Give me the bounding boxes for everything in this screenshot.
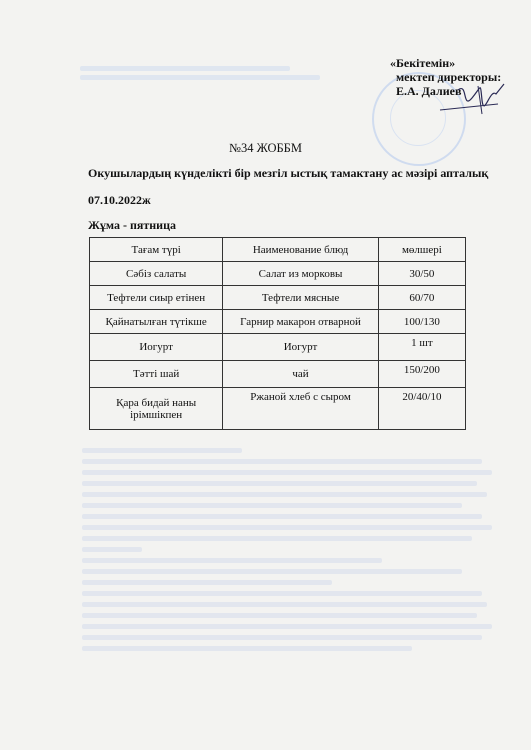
director-signature — [438, 80, 508, 120]
portion-cell: 30/50 — [378, 262, 465, 286]
dish-ru-cell: Иогурт — [223, 334, 378, 361]
table-row — [90, 286, 466, 310]
table-row — [90, 361, 466, 388]
dish-ru-cell: Гарнир макарон отварной — [223, 310, 378, 334]
bleed-through-text — [80, 62, 340, 84]
menu-day: Жұма - пятница — [88, 218, 176, 232]
portion-cell: 60/70 — [378, 286, 465, 310]
table-header-row — [90, 238, 466, 262]
header-portion: мөлшері — [378, 238, 465, 262]
table-row — [90, 310, 466, 334]
menu-heading: Окушылардың күнделікті бір мезгіл ыстық тамактану ас мәзірі апталық — [88, 166, 489, 180]
dish-kz-cell: Қара бидай наны ірімшікпен — [90, 388, 223, 430]
dish-ru-cell: Тефтели мясные — [223, 286, 378, 310]
header-dish-kz: Тағам түрі — [90, 238, 223, 262]
menu-table — [89, 237, 466, 430]
dish-kz-cell: Иогурт — [90, 334, 223, 361]
portion-cell: 150/200 — [378, 361, 465, 388]
approval-position: мектеп директоры: — [396, 70, 502, 84]
school-name: №34 ЖОББМ — [229, 141, 302, 155]
approval-title: «Бекітемін» — [390, 56, 456, 70]
portion-cell: 100/130 — [378, 310, 465, 334]
table-row — [90, 388, 466, 430]
menu-date: 07.10.2022ж — [88, 193, 151, 207]
dish-ru-cell: чай — [223, 361, 378, 388]
portion-cell: 20/40/10 — [378, 388, 465, 430]
approval-name: Е.А. Далиев — [396, 84, 462, 98]
header-dish-ru: Наименование блюд — [223, 238, 378, 262]
bleed-through-text — [82, 448, 502, 657]
dish-ru-cell: Салат из морковы — [223, 262, 378, 286]
dish-kz-cell: Тәтті шай — [90, 361, 223, 388]
table-row — [90, 334, 466, 361]
dish-kz-cell: Сәбіз салаты — [90, 262, 223, 286]
dish-ru-cell: Ржаной хлеб с сыром — [223, 388, 378, 430]
table-row — [90, 262, 466, 286]
dish-kz-cell: Қайнатылған түтікше — [90, 310, 223, 334]
dish-kz-cell: Тефтели сиыр етінен — [90, 286, 223, 310]
portion-cell: 1 шт — [378, 334, 465, 361]
